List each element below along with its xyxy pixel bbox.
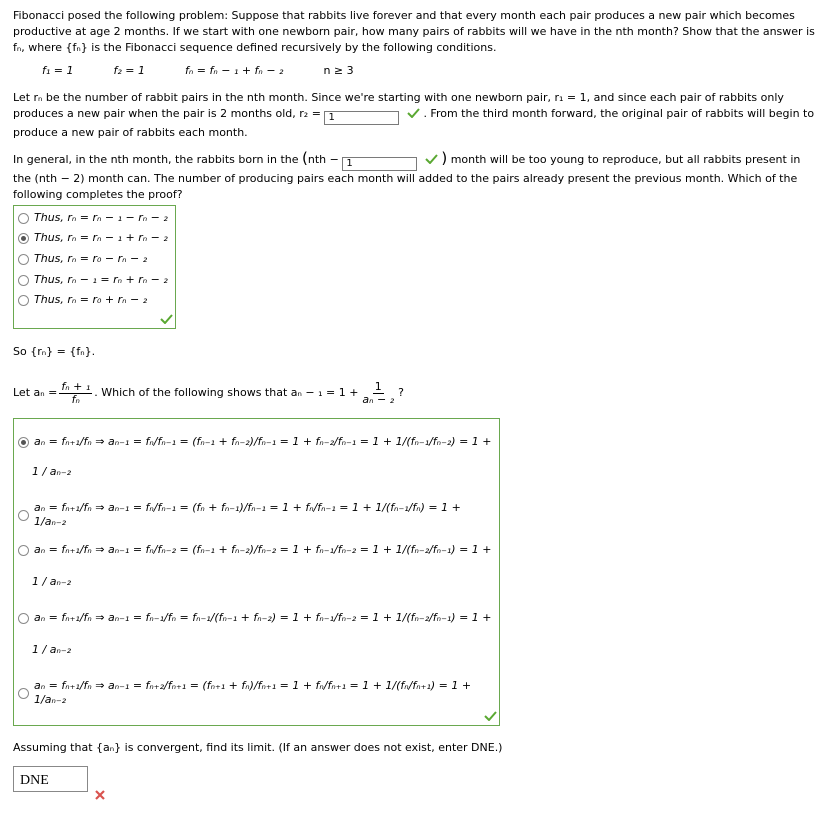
check-icon xyxy=(407,108,420,118)
option-3-tail: 1 / aₙ₋₂ xyxy=(32,575,72,588)
open-paren: ( xyxy=(302,149,308,167)
recurrence-options-box xyxy=(13,418,500,726)
fibonacci-conditions xyxy=(42,64,354,78)
paragraph-2 xyxy=(13,90,821,141)
recurrence-option-5[interactable]: aₙ = fₙ₊₁/fₙ ⇒ aₙ₋₁ = fₙ₊₂/fₙ₊₁ = (fₙ₊₁ + fₙ)/fₙ₊₁ = 1 + fₙ/fₙ₊₁ = 1 + 1/(fₙ/fₙ₊₁) = 1 + 1/aₙ₋₂ xyxy=(18,679,496,708)
recurrence-option-3[interactable]: aₙ = fₙ₊₁/fₙ ⇒ aₙ₋₁ = fₙ/fₙ₋₂ = (fₙ₋₁ + fₙ₋₂)/fₙ₋₂ = 1 + fₙ₋₁/fₙ₋₂ = 1 + 1/(fₙ₋₂/fₙ₋₁) = 1 + xyxy=(18,543,496,557)
paragraph-3 xyxy=(13,150,821,203)
check-icon xyxy=(425,154,438,164)
limit-prompt: Assuming that {aₙ} is convergent, find its limit. (If an answer does not exist, enter DNE.) xyxy=(13,741,503,754)
cond-1: f₁ = 1 xyxy=(42,64,74,77)
radio-button[interactable] xyxy=(18,613,29,624)
radio-button[interactable] xyxy=(18,688,29,699)
nth-answer-input[interactable]: 1 xyxy=(342,157,417,171)
option-1-tail: 1 / aₙ₋₂ xyxy=(32,465,72,478)
conclusion-text: So {rₙ} = {fₙ}. xyxy=(13,345,96,358)
part-b-question xyxy=(13,381,404,406)
option-4-tail: 1 / aₙ₋₂ xyxy=(32,643,72,656)
para2-text-a: Let rₙ be the number of rabbit pairs in the nth month. Since we're starting with one newborn pair, r₁ = 1, and since each pair of rabbits only produces a new pair when the pair is 2 months old, r₂ = xyxy=(13,91,784,120)
radio-button[interactable] xyxy=(18,545,29,556)
para2-text-b: . From the third month forward, the original pair of rabbits will begin to produce a new pair of rabbits each month. xyxy=(13,107,815,139)
problem-intro: Fibonacci posed the following problem: Suppose that rabbits live forever and that every month each pair produces a new pair which becomes productive at age 2 months. If we start with one newborn pair, how many pairs of rabbits will we have in the nth month? Show that the answer is fₙ, where {fₙ} is the Fibonacci sequence defined recursively by the following conditions. xyxy=(13,9,815,54)
r2-answer-input[interactable]: 1 xyxy=(324,111,399,125)
check-icon xyxy=(484,711,497,721)
radio-button[interactable] xyxy=(18,275,29,286)
proof-option-1[interactable]: Thus, rₙ = rₙ − ₁ − rₙ − ₂ xyxy=(18,210,168,226)
radio-button[interactable] xyxy=(18,510,29,521)
radio-button[interactable] xyxy=(18,254,29,265)
proof-option-3[interactable]: Thus, rₙ = r₀ − rₙ − ₂ xyxy=(18,251,147,267)
para3-text-b: month will be too young to reproduce, but all rabbits present in the (nth − 2) month can. The number of producing pairs each month will added to the pairs already present the previous month. Which of the following completes the proof? xyxy=(13,153,801,201)
radio-button[interactable] xyxy=(18,213,29,224)
proof-options-box xyxy=(13,205,176,329)
proof-option-4[interactable]: Thus, rₙ − ₁ = rₙ + rₙ − ₂ xyxy=(18,272,168,288)
let-fraction: $\frac{\text{fₙ + ₁}}{\text{fₙ}}$ xyxy=(61,380,91,406)
cond-2: f₂ = 1 xyxy=(113,64,145,77)
question-fraction: $\frac{1}{\text{aₙ − ₂}}$ xyxy=(362,380,395,406)
radio-button[interactable] xyxy=(18,295,29,306)
cond-4: n ≥ 3 xyxy=(323,64,354,77)
cond-3: fₙ = fₙ − ₁ + fₙ − ₂ xyxy=(185,64,284,77)
recurrence-option-4[interactable]: aₙ = fₙ₊₁/fₙ ⇒ aₙ₋₁ = fₙ₋₁/fₙ = fₙ₋₁/(fₙ₋₁ + fₙ₋₂) = 1 + fₙ₋₁/fₙ₋₂ = 1 + 1/(fₙ₋₂/fₙ₋₁) = 1 + xyxy=(18,611,496,625)
recurrence-option-1[interactable]: aₙ = fₙ₊₁/fₙ ⇒ aₙ₋₁ = fₙ/fₙ₋₁ = (fₙ₋₁ + fₙ₋₂)/fₙ₋₁ = 1 + fₙ₋₂/fₙ₋₁ = 1 + 1/(fₙ₋₁/fₙ₋₂) = 1 + xyxy=(18,435,496,449)
let-text: Let aₙ = xyxy=(13,386,58,400)
check-icon xyxy=(160,314,173,324)
proof-option-2[interactable]: Thus, rₙ = rₙ − ₁ + rₙ − ₂ xyxy=(18,230,168,246)
recurrence-option-2[interactable]: aₙ = fₙ₊₁/fₙ ⇒ aₙ₋₁ = fₙ/fₙ₋₁ = (fₙ + fₙ₋₁)/fₙ₋₁ = 1 + fₙ/fₙ₋₁ = 1 + 1/(fₙ₋₁/fₙ) = 1 + 1/aₙ₋₂ xyxy=(18,501,496,530)
radio-button-selected[interactable] xyxy=(18,233,29,244)
cut-paren xyxy=(0,8,1,24)
question-text: . Which of the following shows that aₙ − ₁ = 1 + xyxy=(94,386,359,400)
proof-option-5[interactable]: Thus, rₙ = r₀ + rₙ − ₂ xyxy=(18,292,147,308)
question-mark: ? xyxy=(398,386,405,400)
nth-label: nth − xyxy=(307,153,339,166)
limit-answer-input[interactable]: DNE xyxy=(13,766,88,792)
close-paren: ) xyxy=(441,149,448,167)
para3-text-a: In general, in the nth month, the rabbits born in the xyxy=(13,153,299,166)
cut-paren xyxy=(0,390,1,406)
radio-button-selected[interactable] xyxy=(18,437,29,448)
x-mark-icon xyxy=(94,789,106,801)
